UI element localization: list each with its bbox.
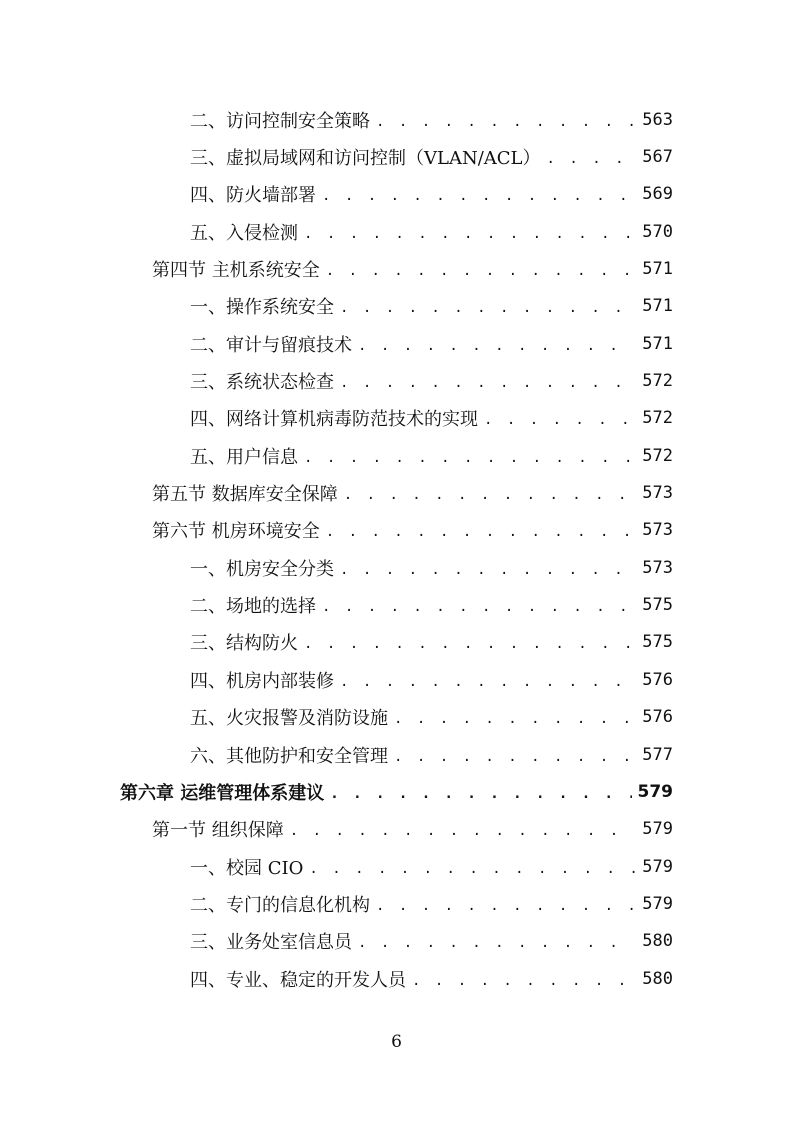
dot-leader xyxy=(330,785,631,803)
toc-entry[interactable] xyxy=(0,848,793,885)
toc-entry-page: 563 xyxy=(642,109,673,130)
toc-entry[interactable] xyxy=(0,400,793,437)
toc-entry-page: 579 xyxy=(642,893,673,914)
toc-entry[interactable] xyxy=(0,885,793,922)
toc-entry-title: 四、机房内部装修 xyxy=(190,670,334,692)
toc-section-entry[interactable] xyxy=(0,811,793,848)
toc-entry[interactable] xyxy=(0,661,793,698)
dot-leader xyxy=(309,860,635,878)
toc-entry-title: 第一节 组织保障 xyxy=(152,820,284,842)
dot-leader xyxy=(394,710,635,728)
dot-leader xyxy=(344,486,635,504)
toc-entry-title: 四、网络计算机病毒防范技术的实现 xyxy=(190,409,478,431)
dot-leader xyxy=(484,411,635,429)
dot-leader xyxy=(322,187,635,205)
toc-entry-page: 571 xyxy=(642,333,673,354)
toc-entry-page: 573 xyxy=(642,483,673,504)
toc-entry-page: 567 xyxy=(642,147,673,168)
dot-leader xyxy=(376,897,635,915)
toc-entry[interactable] xyxy=(0,586,793,623)
dot-leader xyxy=(326,523,635,541)
toc-entry-title: 二、场地的选择 xyxy=(190,596,316,618)
toc-entry-title: 六、其他防护和安全管理 xyxy=(190,745,388,767)
dot-leader xyxy=(394,748,635,766)
dot-leader xyxy=(340,299,635,317)
toc-entry[interactable] xyxy=(0,736,793,773)
toc-entry-title: 三、虚拟局域网和访问控制（VLAN/ACL） xyxy=(190,148,541,170)
toc-section-entry[interactable] xyxy=(0,512,793,549)
toc-entry[interactable] xyxy=(0,325,793,362)
toc-entry[interactable] xyxy=(0,138,793,175)
dot-leader xyxy=(322,598,635,616)
dot-leader xyxy=(376,113,635,131)
toc-chapter-entry[interactable] xyxy=(0,773,793,810)
toc-entry-title: 五、用户信息 xyxy=(190,446,298,468)
toc-entry[interactable] xyxy=(0,437,793,474)
toc-entry-title: 二、审计与留痕技术 xyxy=(190,334,352,356)
toc-entry[interactable] xyxy=(0,176,793,213)
toc-entry-page: 572 xyxy=(642,408,673,429)
toc-entry[interactable] xyxy=(0,923,793,960)
toc-entry-page: 575 xyxy=(642,632,673,653)
toc-entry-title: 第六章 运维管理体系建议 xyxy=(120,782,325,804)
toc-entry[interactable] xyxy=(0,549,793,586)
toc-entry-title: 一、校园 CIO xyxy=(190,857,304,879)
toc-entry-title: 二、专门的信息化机构 xyxy=(190,894,370,916)
toc-entry-page: 572 xyxy=(642,371,673,392)
toc-entry-title: 一、操作系统安全 xyxy=(190,297,334,319)
toc-entry-page: 579 xyxy=(637,781,673,802)
toc-entry[interactable] xyxy=(0,960,793,997)
toc-entry-page: 571 xyxy=(642,259,673,280)
toc-entry[interactable] xyxy=(0,362,793,399)
toc-entry-page: 579 xyxy=(642,856,673,877)
toc-entry-page: 576 xyxy=(642,707,673,728)
toc-entry-title: 四、防火墙部署 xyxy=(190,185,316,207)
toc-entry[interactable] xyxy=(0,699,793,736)
toc-entry[interactable] xyxy=(0,288,793,325)
dot-leader xyxy=(304,225,635,243)
toc-entry-title: 一、机房安全分类 xyxy=(190,558,334,580)
toc-entry-title: 三、结构防火 xyxy=(190,633,298,655)
toc-entry-page: 573 xyxy=(642,520,673,541)
toc-entry-title: 三、业务处室信息员 xyxy=(190,932,352,954)
toc-entry-title: 第四节 主机系统安全 xyxy=(152,260,320,282)
dot-leader xyxy=(358,337,635,355)
dot-leader xyxy=(412,972,635,990)
toc-entry-title: 四、专业、稳定的开发人员 xyxy=(190,969,406,991)
table-of-contents xyxy=(0,101,793,997)
toc-entry-title: 五、火灾报警及消防设施 xyxy=(190,708,388,730)
toc-section-entry[interactable] xyxy=(0,474,793,511)
toc-entry-title: 第六节 机房环境安全 xyxy=(152,521,320,543)
page-number: 6 xyxy=(391,1032,402,1052)
dot-leader xyxy=(547,150,636,168)
toc-section-entry[interactable] xyxy=(0,250,793,287)
toc-entry-page: 575 xyxy=(642,595,673,616)
toc-entry-title: 第五节 数据库安全保障 xyxy=(152,484,338,506)
toc-entry[interactable] xyxy=(0,624,793,661)
toc-entry-page: 571 xyxy=(642,296,673,317)
toc-entry-page: 580 xyxy=(642,968,673,989)
toc-entry[interactable] xyxy=(0,101,793,138)
toc-entry-page: 573 xyxy=(642,557,673,578)
dot-leader xyxy=(340,673,635,691)
toc-entry-page: 579 xyxy=(642,819,673,840)
toc-entry-page: 576 xyxy=(642,669,673,690)
dot-leader xyxy=(304,449,635,467)
dot-leader xyxy=(340,374,635,392)
toc-entry-page: 577 xyxy=(642,744,673,765)
dot-leader xyxy=(358,934,635,952)
dot-leader xyxy=(290,822,635,840)
toc-entry[interactable] xyxy=(0,213,793,250)
toc-entry-page: 572 xyxy=(642,445,673,466)
toc-entry-page: 580 xyxy=(642,931,673,952)
toc-entry-page: 570 xyxy=(642,221,673,242)
toc-entry-title: 五、入侵检测 xyxy=(190,222,298,244)
dot-leader xyxy=(340,561,635,579)
toc-entry-title: 三、系统状态检查 xyxy=(190,372,334,394)
toc-entry-page: 569 xyxy=(642,184,673,205)
toc-entry-title: 二、访问控制安全策略 xyxy=(190,110,370,132)
dot-leader xyxy=(304,635,635,653)
dot-leader xyxy=(326,262,635,280)
